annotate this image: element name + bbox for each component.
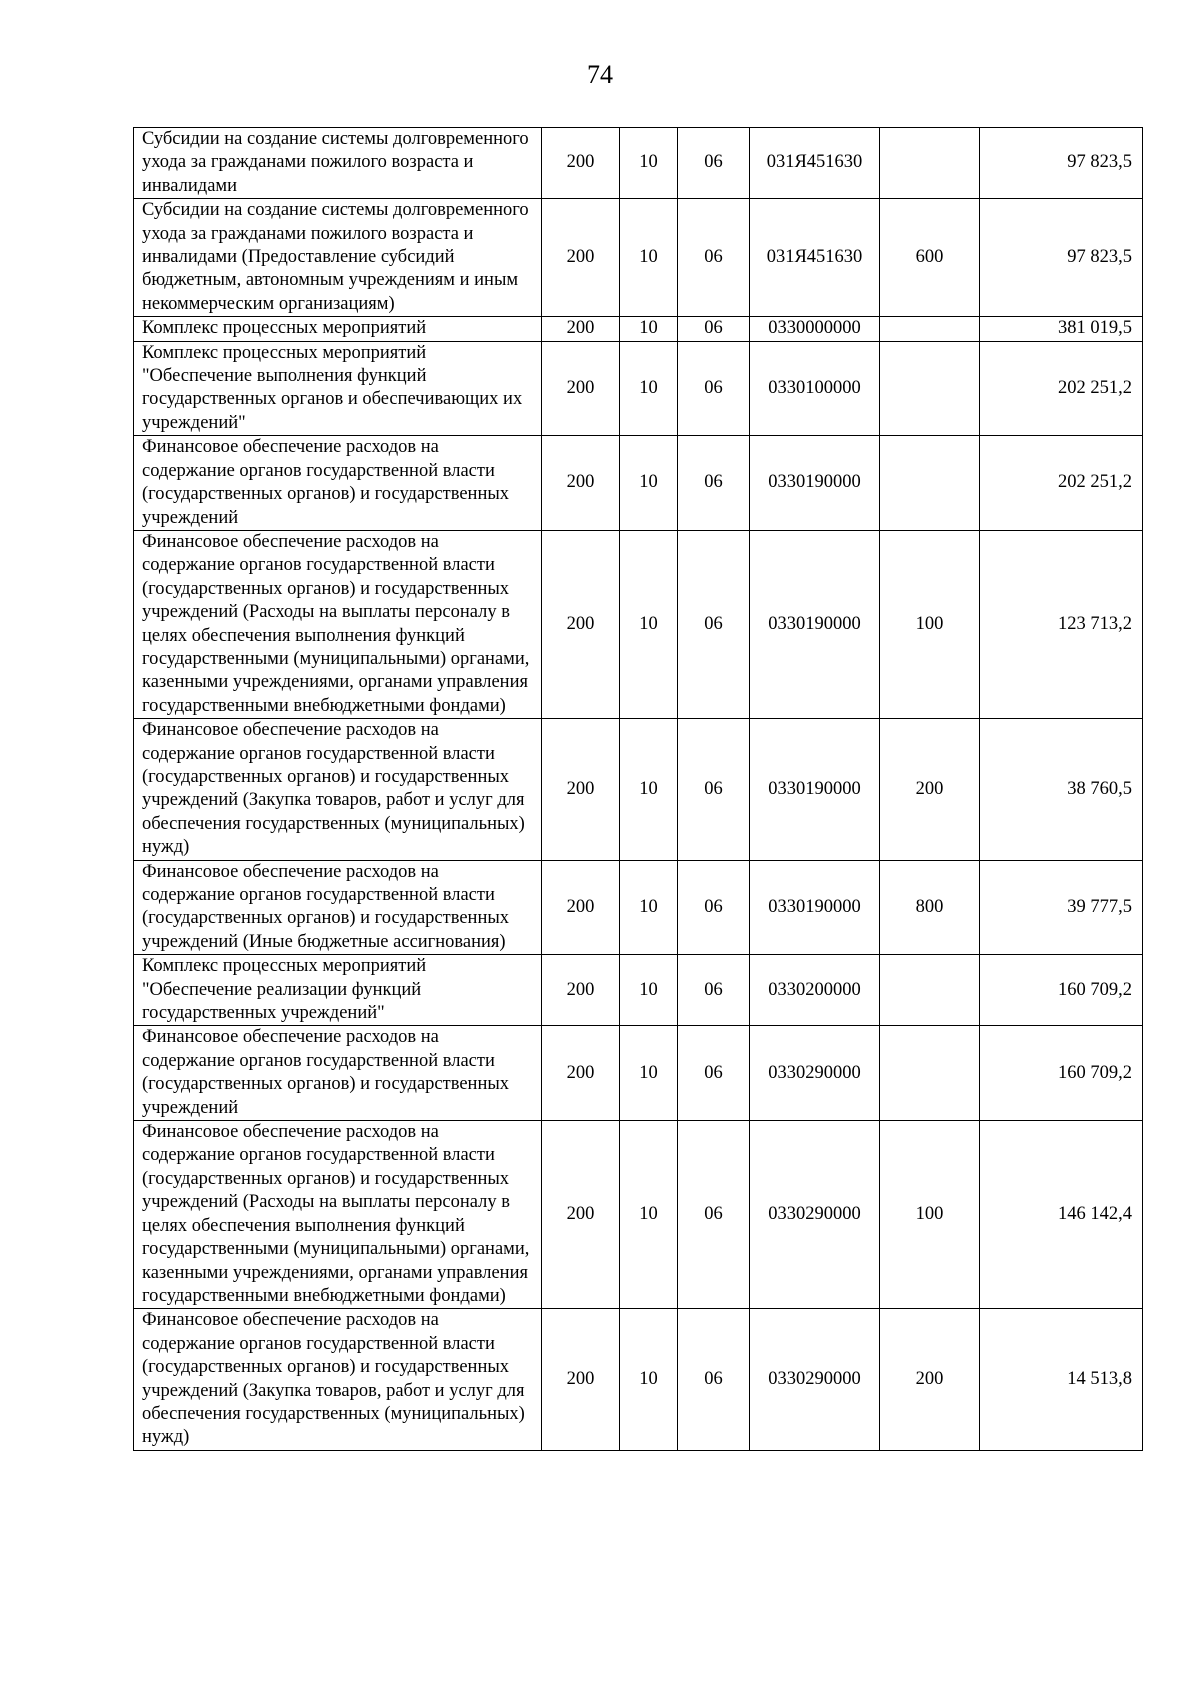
target-article-cell: 0330200000 [750, 955, 880, 1026]
table-row [134, 436, 1143, 531]
ministry-code-cell: 200 [542, 860, 620, 955]
amount-cell: 14 513,8 [980, 1309, 1143, 1450]
expense-type-cell: 600 [880, 199, 980, 317]
table-row [134, 128, 1143, 199]
amount-cell: 160 709,2 [980, 955, 1143, 1026]
ministry-code-cell: 200 [542, 341, 620, 436]
row-name-cell: Субсидии на создание системы долговременного ухода за гражданами пожилого возраста и инвалидами [134, 128, 542, 199]
ministry-code-cell: 200 [542, 199, 620, 317]
target-article-cell: 0330190000 [750, 436, 880, 531]
target-article-cell: 0330100000 [750, 341, 880, 436]
section-code-cell: 10 [620, 860, 678, 955]
section-code-cell: 10 [620, 1309, 678, 1450]
target-article-cell: 0330000000 [750, 317, 880, 341]
section-code-cell: 10 [620, 719, 678, 860]
amount-cell: 160 709,2 [980, 1026, 1143, 1121]
target-article-cell: 0330190000 [750, 719, 880, 860]
budget-table [133, 127, 1143, 1451]
amount-cell: 39 777,5 [980, 860, 1143, 955]
section-code-cell: 10 [620, 530, 678, 718]
row-name-cell: Финансовое обеспечение расходов на содержание органов государственной власти (государственных органов) и государственных учреждений (Закупка товаров, работ и услуг для обеспечения государственных (муниципальных) нужд) [134, 1309, 542, 1450]
target-article-cell: 0330190000 [750, 860, 880, 955]
amount-cell: 146 142,4 [980, 1121, 1143, 1309]
table-row [134, 317, 1143, 341]
table-row [134, 860, 1143, 955]
expense-type-cell [880, 955, 980, 1026]
section-code-cell: 10 [620, 341, 678, 436]
table-row [134, 199, 1143, 317]
ministry-code-cell: 200 [542, 530, 620, 718]
subsection-code-cell: 06 [678, 317, 750, 341]
row-name-cell: Финансовое обеспечение расходов на содержание органов государственной власти (государственных органов) и государственных учреждений (Иные бюджетные ассигнования) [134, 860, 542, 955]
page-number: 74 [587, 60, 613, 89]
ministry-code-cell: 200 [542, 436, 620, 531]
section-code-cell: 10 [620, 955, 678, 1026]
expense-type-cell [880, 341, 980, 436]
subsection-code-cell: 06 [678, 530, 750, 718]
table-row [134, 1026, 1143, 1121]
subsection-code-cell: 06 [678, 128, 750, 199]
row-name-cell: Комплекс процессных мероприятий "Обеспечение выполнения функций государственных органов и обеспечивающих их учреждений" [134, 341, 542, 436]
amount-cell: 202 251,2 [980, 341, 1143, 436]
target-article-cell: 0330290000 [750, 1121, 880, 1309]
table-body [134, 128, 1143, 1451]
expense-type-cell: 100 [880, 530, 980, 718]
row-name-cell: Финансовое обеспечение расходов на содержание органов государственной власти (государственных органов) и государственных учреждений (Закупка товаров, работ и услуг для обеспечения государственных (муниципальных) нужд) [134, 719, 542, 860]
row-name-cell: Субсидии на создание системы долговременного ухода за гражданами пожилого возраста и инвалидами (Предоставление субсидий бюджетным, автономным учреждениям и иным некоммерческим организациям) [134, 199, 542, 317]
expense-type-cell: 100 [880, 1121, 980, 1309]
row-name-cell: Финансовое обеспечение расходов на содержание органов государственной власти (государственных органов) и государственных учреждений [134, 1026, 542, 1121]
ministry-code-cell: 200 [542, 317, 620, 341]
ministry-code-cell: 200 [542, 955, 620, 1026]
amount-cell: 97 823,5 [980, 128, 1143, 199]
table-row [134, 341, 1143, 436]
ministry-code-cell: 200 [542, 1121, 620, 1309]
subsection-code-cell: 06 [678, 341, 750, 436]
ministry-code-cell: 200 [542, 1309, 620, 1450]
expense-type-cell [880, 128, 980, 199]
table-row [134, 530, 1143, 718]
expense-type-cell [880, 436, 980, 531]
ministry-code-cell: 200 [542, 128, 620, 199]
amount-cell: 123 713,2 [980, 530, 1143, 718]
expense-type-cell: 200 [880, 719, 980, 860]
table-row [134, 719, 1143, 860]
row-name-cell: Финансовое обеспечение расходов на содержание органов государственной власти (государственных органов) и государственных учреждений [134, 436, 542, 531]
amount-cell: 381 019,5 [980, 317, 1143, 341]
table-row [134, 955, 1143, 1026]
amount-cell: 38 760,5 [980, 719, 1143, 860]
expense-type-cell: 200 [880, 1309, 980, 1450]
subsection-code-cell: 06 [678, 719, 750, 860]
target-article-cell: 0330190000 [750, 530, 880, 718]
section-code-cell: 10 [620, 128, 678, 199]
amount-cell: 97 823,5 [980, 199, 1143, 317]
section-code-cell: 10 [620, 199, 678, 317]
row-name-cell: Комплекс процессных мероприятий [134, 317, 542, 341]
expense-type-cell [880, 1026, 980, 1121]
row-name-cell: Финансовое обеспечение расходов на содержание органов государственной власти (государственных органов) и государственных учреждений (Расходы на выплаты персоналу в целях обеспечения выполнения функций государственными (муниципальными) органами, казенными учреждениями, органами управления государственными внебюджетными фондами) [134, 1121, 542, 1309]
subsection-code-cell: 06 [678, 199, 750, 317]
section-code-cell: 10 [620, 317, 678, 341]
subsection-code-cell: 06 [678, 955, 750, 1026]
row-name-cell: Комплекс процессных мероприятий "Обеспечение реализации функций государственных учреждений" [134, 955, 542, 1026]
target-article-cell: 0330290000 [750, 1026, 880, 1121]
expense-type-cell [880, 317, 980, 341]
section-code-cell: 10 [620, 1026, 678, 1121]
ministry-code-cell: 200 [542, 719, 620, 860]
target-article-cell: 031Я451630 [750, 128, 880, 199]
subsection-code-cell: 06 [678, 1121, 750, 1309]
row-name-cell: Финансовое обеспечение расходов на содержание органов государственной власти (государственных органов) и государственных учреждений (Расходы на выплаты персоналу в целях обеспечения выполнения функций государственными (муниципальными) органами, казенными учреждениями, органами управления государственными внебюджетными фондами) [134, 530, 542, 718]
section-code-cell: 10 [620, 436, 678, 531]
expense-type-cell: 800 [880, 860, 980, 955]
target-article-cell: 0330290000 [750, 1309, 880, 1450]
table-row [134, 1309, 1143, 1450]
table-row [134, 1121, 1143, 1309]
subsection-code-cell: 06 [678, 860, 750, 955]
subsection-code-cell: 06 [678, 1026, 750, 1121]
target-article-cell: 031Я451630 [750, 199, 880, 317]
subsection-code-cell: 06 [678, 1309, 750, 1450]
amount-cell: 202 251,2 [980, 436, 1143, 531]
section-code-cell: 10 [620, 1121, 678, 1309]
ministry-code-cell: 200 [542, 1026, 620, 1121]
subsection-code-cell: 06 [678, 436, 750, 531]
